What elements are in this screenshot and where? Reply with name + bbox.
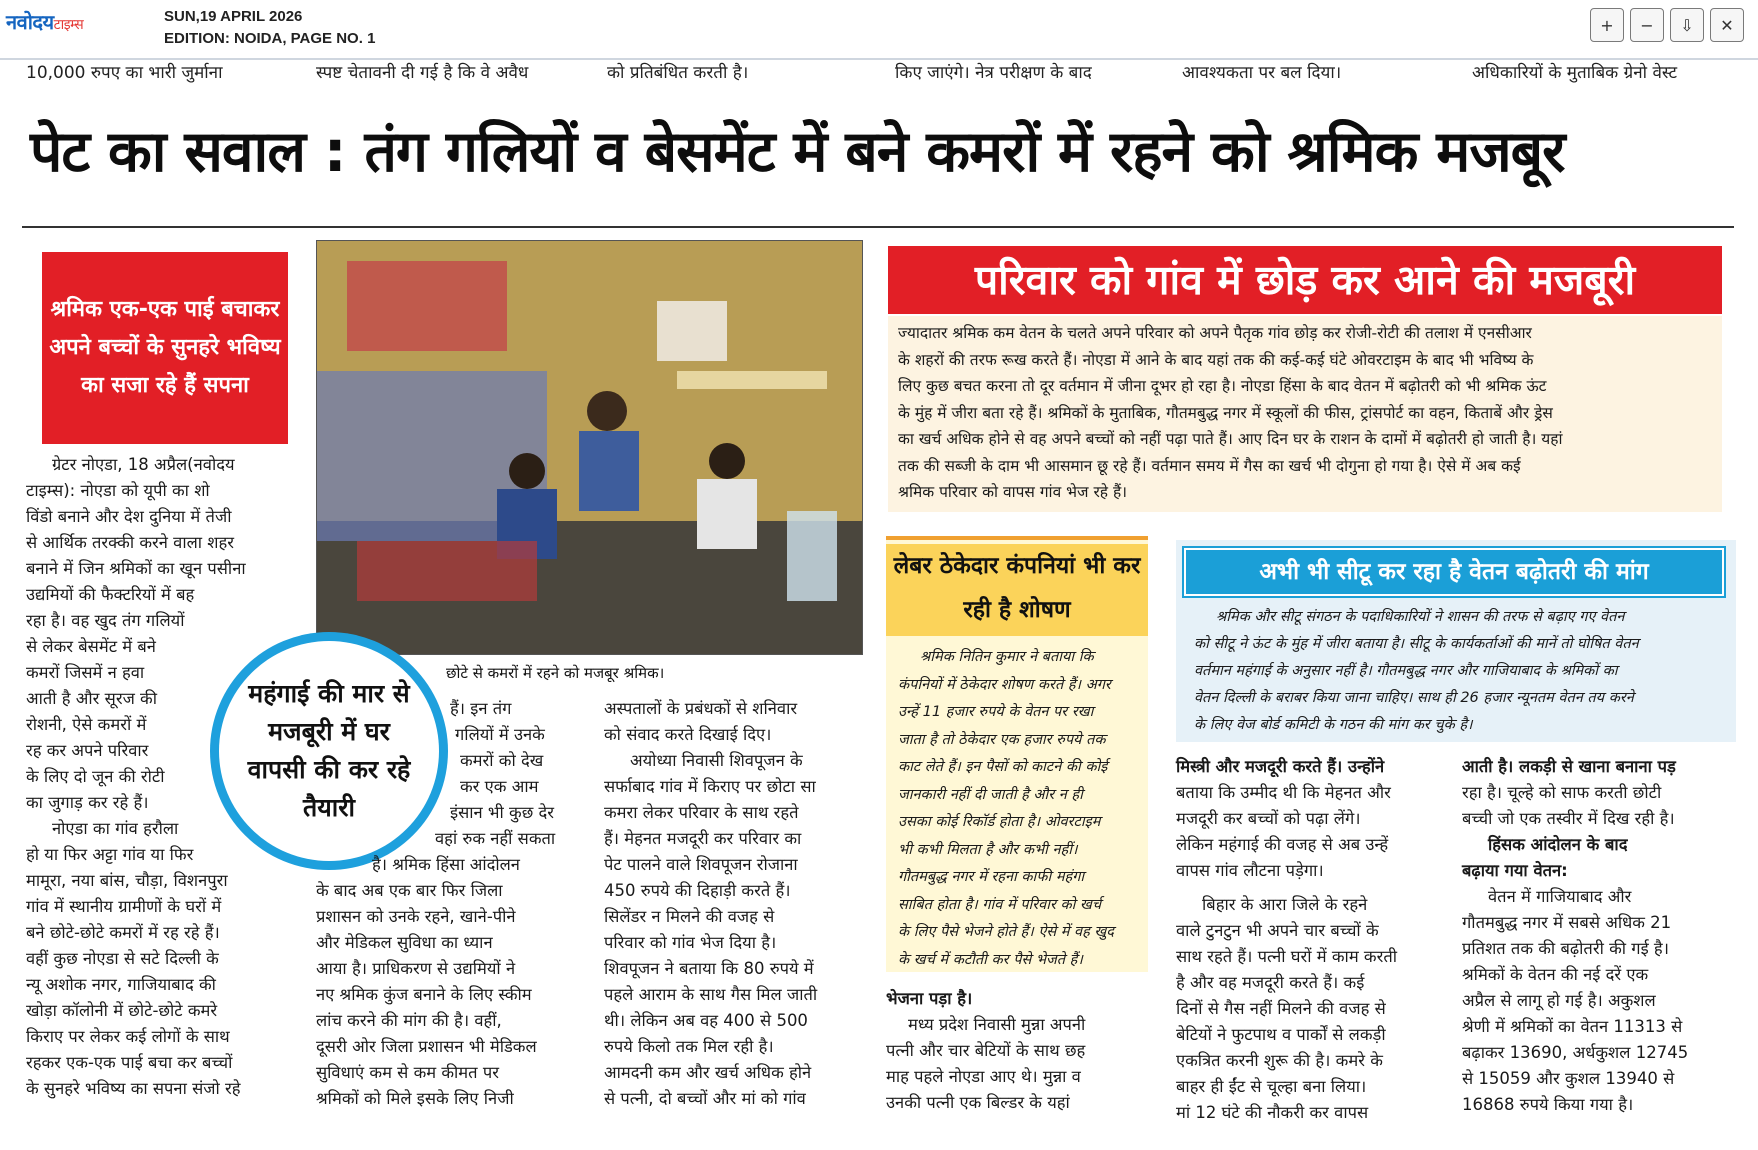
right-headline: परिवार को गांव में छोड़ कर आने की मजबूरी	[888, 246, 1722, 314]
labour-box-title: लेबर ठेकेदार कंपनियां भी कर रही है शोषण	[886, 544, 1148, 636]
left-line: खोड़ा कॉलोनी में छोटे-छोटे कमरे	[26, 1001, 218, 1020]
left-line: वहीं कुछ नोएडा से सटे दिल्ली के	[26, 949, 219, 968]
mid1-line: दूसरी ओर जिला प्रशासन भी मेडिकल	[316, 1037, 537, 1056]
br-line: बढ़ाकर 13690, अर्धकुशल 12745	[1462, 1043, 1689, 1062]
left-line: नोएडा का गांव हरौला	[52, 819, 179, 838]
edition-info	[164, 6, 375, 50]
labour-line: उन्हें 11 हजार रुपये के वेतन पर रखा	[898, 704, 1094, 720]
right-para-line: के मुंह में जीरा बता रहे हैं। श्रमिकों के मुताबिक, गौतमबुद्ध नगर में स्कूलों की फीस, ट्रांसपोर्ट का वहन, किताबें और ड्रेस	[898, 403, 1553, 422]
logo-sub: टाइम्स	[53, 17, 84, 33]
right-para-line: ज्यादातर श्रमिक कम वेतन के चलते अपने परिवार को अपने पैतृक गांव छोड़ कर रोजी-रोटी की तलाश में एनसीआर	[898, 324, 1532, 342]
mid2-line: आमदनी कम और खर्च अधिक होने	[604, 1063, 812, 1082]
left-line: कमरों जिसमें न हवा	[26, 663, 145, 682]
mid2-line: अयोध्या निवासी शिवपूजन के	[630, 751, 803, 770]
left-line: रहकर एक-एक पाई बचा कर बच्चों	[26, 1053, 233, 1072]
labour-line: के खर्च में कटौती कर पैसे भेजते हैं।	[898, 951, 1083, 968]
labour-box	[886, 536, 1148, 972]
mid1-line: गलियों में उनके	[455, 725, 545, 744]
left-line: उद्यमियों की फैक्टरियों में बह	[26, 585, 195, 604]
mid2-line: हैं। मेहनत मजदूरी कर परिवार का	[604, 829, 802, 848]
logo[interactable]	[0, 0, 150, 52]
zoom-out-icon[interactable]: −	[1630, 8, 1664, 42]
br-subhead: बढ़ाया गया वेतन:	[1462, 861, 1568, 880]
right-paragraph	[898, 320, 1712, 506]
mid1-line: है। श्रमिक हिंसा आंदोलन	[372, 855, 520, 874]
overline-3: को प्रतिबंधित करती है।	[607, 63, 749, 83]
mid1-line: आया है। प्राधिकरण से उद्यमियों ने	[316, 959, 516, 978]
bl-line: मध्य प्रदेश निवासी मुन्ना अपनी	[908, 1015, 1086, 1034]
overline-4: किए जाएंगे। नेत्र परीक्षण के बाद	[895, 63, 1092, 83]
zoom-in-icon[interactable]: +	[1590, 8, 1624, 42]
mid1-line: इंसान भी कुछ देर	[450, 803, 555, 822]
br-line: श्रमिकों के वेतन की नई दरें एक	[1462, 965, 1649, 984]
labour-line: भी कभी मिलता है और कभी नहीं।	[898, 841, 1078, 858]
mid2-line: पहले आराम के साथ गैस मिल जाती	[604, 985, 818, 1004]
bm-line: वापस गांव लौटना पड़ेगा।	[1176, 861, 1324, 880]
right-paragraph-box	[888, 316, 1722, 512]
download-icon[interactable]: ⇩	[1670, 8, 1704, 42]
labour-line: कंपनियों में ठेकेदार शोषण करते हैं। अगर	[898, 676, 1111, 693]
citu-line: को सीटू ने ऊंट के मुंह में जीरा बताया है। सीटू के कार्यकर्ताओं की मानें तो घोषित वेतन	[1194, 636, 1639, 652]
mid1-line: वहां रुक नहीं सकता	[435, 829, 556, 848]
br-line: से 15059 और कुशल 13940 से	[1462, 1069, 1675, 1088]
citu-box-text	[1194, 604, 1724, 739]
left-line: रह कर अपने परिवार	[26, 741, 149, 760]
mid1-line: सुविधाएं कम से कम कीमत पर	[316, 1063, 499, 1082]
mid1-line: कर एक आम	[460, 777, 539, 796]
br-line: रहा है। चूल्हे को साफ करती छोटी	[1462, 783, 1662, 802]
bm-line: लेकिन महंगाई की वजह से अब उन्हें	[1176, 835, 1389, 854]
bottom-left-column	[886, 986, 1148, 1116]
date-line: SUN,19 APRIL 2026	[164, 8, 303, 25]
br-line: बच्ची जो एक तस्वीर में दिख रही है।	[1462, 809, 1675, 828]
middle-column-2	[604, 696, 862, 1112]
left-line: रोशनी, ऐसे कमरों में	[26, 715, 147, 734]
br-line: श्रेणी में श्रमिकों का वेतन 11313 से	[1462, 1017, 1683, 1036]
left-line: का जुगाड़ कर रहे हैं।	[26, 793, 149, 812]
mid1-line: हैं। इन तंग	[450, 699, 512, 718]
bottom-right-column	[1462, 754, 1734, 1118]
bl-line: उनकी पत्नी एक बिल्डर के यहां	[886, 1093, 1070, 1112]
citu-box	[1176, 540, 1736, 742]
labour-box-text	[898, 644, 1138, 974]
mid1-line: श्रमिकों को मिले इसके लिए निजी	[316, 1089, 514, 1108]
bl-line: भेजना पड़ा है।	[886, 989, 973, 1008]
bm-line: बेटियों ने फुटपाथ व पार्कों से लकड़ी	[1176, 1025, 1386, 1044]
bm-line: मिस्त्री और मजदूरी करते हैं। उन्होंने	[1176, 757, 1385, 776]
bl-line: पत्नी और चार बेटियों के साथ छह	[886, 1041, 1086, 1060]
br-line: आती है। लकड़ी से खाना बनाना पड़	[1462, 757, 1676, 776]
left-line: के लिए दो जून की रोटी	[26, 767, 165, 786]
left-line: विंडो बनाने और देश दुनिया में तेजी	[26, 507, 232, 526]
mid2-line: अस्पतालों के प्रबंधकों से शनिवार	[604, 699, 798, 718]
mid2-line: परिवार को गांव भेज दिया है।	[604, 933, 777, 952]
overline-2: स्पष्ट चेतावनी दी गई है कि वे अवैध	[316, 63, 529, 83]
left-line: किराए पर लेकर कई लोगों के साथ	[26, 1027, 230, 1046]
mid2-line: सिलेंडर न मिलने की वजह से	[604, 907, 775, 926]
labour-line: गौतमबुद्ध नगर में रहना काफी महंगा	[898, 869, 1085, 885]
right-para-line: का खर्च अधिक होने से वह अपने बच्चों को नहीं पढ़ा पाते हैं। आए दिन घर के राशन के दामों में बढ़ोतरी हो जाती है। यहां	[898, 430, 1563, 448]
left-line: न्यू अशोक नगर, गाजियाबाद की	[26, 975, 216, 994]
mid1-line: नए श्रमिक कुंज बनाने के लिए स्कीम	[316, 985, 532, 1004]
left-line: बने छोटे-छोटे कमरों में रह रहे हैं।	[26, 923, 220, 942]
divider	[22, 226, 1734, 228]
left-line: से लेकर बेसमेंट में बने	[26, 637, 156, 656]
photo-illustration	[317, 241, 862, 654]
left-line: गांव में स्थानीय ग्रामीणों के घरों में	[26, 897, 222, 916]
mid2-line: 450 रुपये की दिहाड़ी करते हैं।	[604, 881, 791, 900]
middle-column-1b	[316, 878, 580, 1112]
left-line: आती है और सूरज की	[26, 689, 158, 708]
bm-line: वाले टुनटुन भी अपने चार बच्चों के	[1176, 921, 1379, 940]
left-line: के सुनहरे भविष्य का सपना संजो रहे	[26, 1079, 241, 1098]
citu-line: वर्तमान महंगाई के अनुसार नहीं है। गौतमबुद्ध नगर और गाजियाबाद के श्रमिकों का	[1194, 663, 1618, 679]
left-line: टाइम्स): नोएडा को यूपी का शो	[26, 481, 210, 500]
left-line: ग्रेटर नोएडा, 18 अप्रैल(नवोदय	[52, 455, 235, 474]
left-line: हो या फिर अट्टा गांव या फिर	[26, 845, 194, 864]
br-line: 16868 रुपये किया गया है।	[1462, 1095, 1634, 1114]
mid2-line: शिवपूजन ने बताया कि 80 रुपये में	[604, 959, 814, 978]
mid2-line: सर्फाबाद गांव में किराए पर छोटा सा	[604, 777, 816, 796]
right-para-line: तक की सब्जी के दाम भी आसमान छू रहे हैं। वर्तमान समय में गैस का खर्च भी दोगुना हो गया है। ऐसे में अब कई	[898, 456, 1521, 475]
citu-box-title: अभी भी सीटू कर रहा है वेतन बढ़ोतरी की मांग	[1184, 548, 1724, 596]
logo-main: नवोदय	[6, 10, 54, 34]
right-para-line: श्रमिक परिवार को वापस गांव भेज रहे हैं।	[898, 483, 1128, 501]
mid2-line: रुपये किलो तक मिल रही है।	[604, 1037, 774, 1056]
mid2-line: कमरा लेकर परिवार के साथ रहते	[604, 803, 799, 822]
toolbar	[1590, 8, 1744, 42]
headline: पेट का सवाल : तंग गलियों व बेसमेंट में बने कमरों में रहने को श्रमिक मजबूर	[30, 119, 1565, 185]
mid1-line: के बाद अब एक बार फिर जिला	[316, 881, 503, 900]
callout-text: महंगाई की मार से मजबूरी में घर वापसी की कर रहे तैयारी	[219, 641, 439, 861]
citu-line: श्रमिक और सीटू संगठन के पदाधिकारियों ने शासन की तरफ से बढ़ाए गए वेतन	[1216, 609, 1625, 625]
left-line: रहा है। वह खुद तंग गलियों	[26, 611, 185, 630]
mid1-line: लांच करने की मांग की है। वहीं,	[316, 1011, 502, 1030]
bm-line: बताया कि उम्मीद थी कि मेहनत और	[1176, 783, 1391, 802]
br-line: प्रतिशत तक की बढ़ोतरी की गई है।	[1462, 939, 1669, 958]
mid1-line: और मेडिकल सुविधा का ध्यान	[316, 933, 493, 952]
right-para-line: लिए कुछ बचत करना तो दूर वर्तमान में जीना दूभर हो रहा है। नोएडा हिंसा के बाद वेतन में बढ़ोतरी को भी श्रमिक ऊंट	[898, 377, 1547, 395]
middle-column-1	[372, 696, 580, 878]
labour-line: उसका कोई रिकॉर्ड होता है। ओवरटाइम	[898, 814, 1101, 830]
br-line: अप्रैल से लागू हो गई है। अकुशल	[1462, 991, 1656, 1010]
br-line: गौतमबुद्ध नगर में सबसे अधिक 21	[1462, 913, 1672, 932]
overline-6: अधिकारियों के मुताबिक ग्रेनो वेस्ट	[1472, 63, 1678, 83]
bottom-middle-column	[1176, 754, 1438, 1126]
overline-5: आवश्यकता पर बल दिया।	[1182, 63, 1342, 83]
bm-line: दिनों से गैस नहीं मिलने की वजह से	[1176, 999, 1386, 1018]
labour-line: साबित होता है। गांव में परिवार को खर्च	[898, 896, 1102, 913]
citu-line: वेतन दिल्ली के बराबर किया जाना चाहिए। साथ ही 26 हजार न्यूनतम वेतन तय करने	[1194, 690, 1634, 706]
bm-line: बिहार के आरा जिले के रहने	[1202, 895, 1368, 914]
mid1-line: कमरों को देख	[460, 751, 544, 770]
mid2-line: थी। लेकिन अब वह 400 से 500	[604, 1011, 808, 1030]
bm-line: है और वह मजदूरी करते हैं। कई	[1176, 973, 1365, 992]
bm-line: मजदूरी कर बच्चों को पढ़ा लेंगे।	[1176, 809, 1361, 828]
labour-line: जाता है तो ठेकेदार एक हजार रुपये तक	[898, 731, 1106, 748]
left-line: मामूरा, नया बांस, चौड़ा, विशनपुरा	[26, 871, 228, 890]
edition-line: EDITION: NOIDA, PAGE NO. 1	[164, 30, 376, 47]
mid2-line: पेट पालने वाले शिवपूजन रोजाना	[604, 855, 798, 874]
mid1-line: प्रशासन को उनके रहने, खाने-पीने	[316, 907, 516, 926]
citu-line: के लिए वेज बोर्ड कमिटी के गठन की मांग कर चुके है।	[1194, 717, 1473, 733]
bm-line: बाहर ही ईंट से चूल्हा बना लिया।	[1176, 1077, 1367, 1096]
labour-line: के लिए पैसे भेजने होते हैं। ऐसे में वह खुद	[898, 924, 1114, 940]
photo-caption: छोटे से कमरों में रहने को मजबूर श्रमिक।	[446, 664, 665, 682]
mid2-line: को संवाद करते दिखाई दिए।	[604, 725, 772, 744]
mid2-line: से पत्नी, दो बच्चों और मां को गांव	[604, 1089, 806, 1108]
left-line: बनाने में जिन श्रमिकों का खून पसीना	[26, 559, 246, 578]
br-line: वेतन में गाजियाबाद और	[1488, 887, 1632, 906]
labour-line: श्रमिक नितिन कुमार ने बताया कि	[920, 649, 1094, 665]
left-line: से आर्थिक तरक्की करने वाला शहर	[26, 533, 235, 552]
labour-line: काट लेते हैं। इन पैसों को काटने की कोई	[898, 759, 1108, 775]
close-icon[interactable]: ✕	[1710, 8, 1744, 42]
news-photo	[316, 240, 863, 655]
left-highlight-box: श्रमिक एक-एक पाई बचाकर अपने बच्चों के सुनहरे भविष्य का सजा रहे हैं सपना	[42, 252, 288, 444]
br-subhead: हिंसक आंदोलन के बाद	[1488, 835, 1628, 854]
bm-line: एकत्रित करनी शुरू की है। कमरे के	[1176, 1051, 1383, 1070]
overline-1: 10,000 रुपए का भारी जुर्माना	[26, 63, 223, 83]
bl-line: माह पहले नोएडा आए थे। मुन्ना व	[886, 1067, 1081, 1086]
labour-line: जानकारी नहीं दी जाती है और न ही	[898, 786, 1083, 803]
bm-line: मां 12 घंटे की नौकरी कर वापस	[1176, 1103, 1369, 1122]
bm-line: साथ रहते हैं। पत्नी घरों में काम करती	[1176, 947, 1398, 966]
logo-text	[6, 8, 83, 35]
right-para-line: के शहरों की तरफ रूख करते हैं। नोएडा में आने के बाद यहां तक की कई-कई घंटे ओवरटाइम के बाद भी भविष्य के	[898, 350, 1534, 369]
